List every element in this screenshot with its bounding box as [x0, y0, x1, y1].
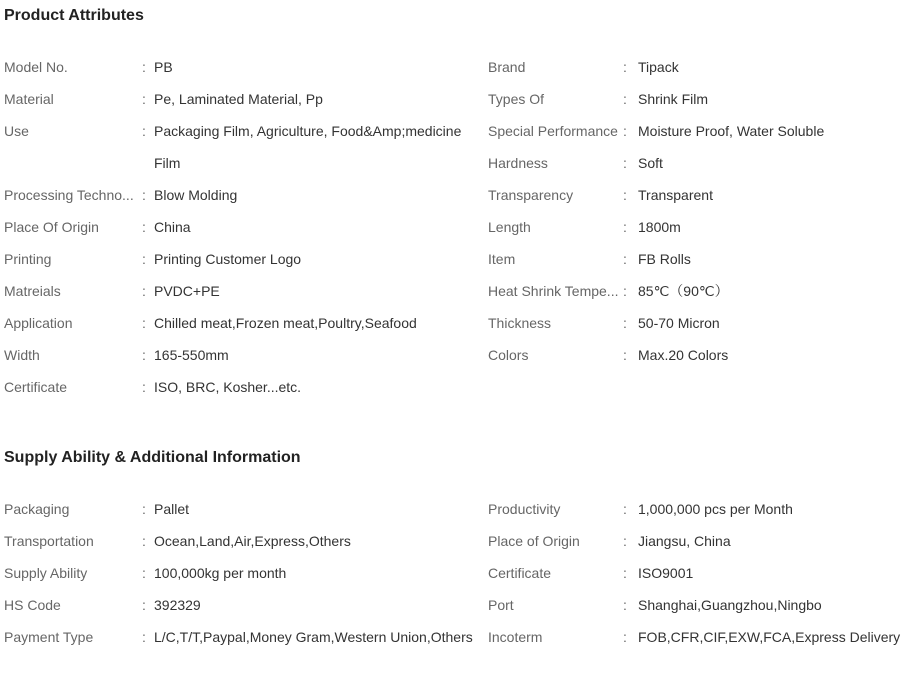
attribute-label: Special Performance: [488, 123, 618, 139]
attribute-label: Matreials: [4, 283, 61, 299]
attribute-value: 100,000kg per month: [154, 565, 287, 581]
attribute-separator: :: [623, 501, 627, 517]
attribute-label: Width: [4, 347, 40, 363]
attribute-label: Place of Origin: [488, 533, 580, 549]
attribute-value: 1,000,000 pcs per Month: [638, 501, 793, 517]
attribute-separator: :: [142, 501, 146, 517]
attribute-label: Hardness: [488, 155, 548, 171]
attribute-label: Colors: [488, 347, 529, 363]
attribute-value: Tipack: [638, 59, 679, 75]
attribute-value: Pallet: [154, 501, 190, 517]
attribute-label: Place Of Origin: [4, 219, 99, 235]
attribute-label: Length: [488, 219, 531, 235]
attribute-separator: :: [142, 283, 146, 299]
attribute-label: Model No.: [4, 59, 68, 75]
attribute-label: Incoterm: [488, 629, 543, 645]
attribute-value: L/C,T/T,Paypal,Money Gram,Western Union,Others: [154, 629, 473, 645]
attribute-separator: :: [142, 251, 146, 267]
supply-ability-title: Supply Ability & Additional Information: [4, 449, 301, 466]
attribute-separator: :: [142, 91, 146, 107]
attribute-value: 1800m: [638, 219, 681, 235]
attribute-label: Transportation: [4, 533, 94, 549]
attribute-separator: :: [142, 347, 146, 363]
attribute-value: Pe, Laminated Material, Pp: [154, 91, 323, 107]
attribute-separator: :: [142, 629, 146, 645]
attribute-label: Certificate: [488, 565, 552, 581]
attribute-separator: :: [623, 533, 627, 549]
attribute-separator: :: [142, 187, 146, 203]
attribute-separator: :: [623, 187, 627, 203]
attribute-value: Blow Molding: [154, 187, 238, 203]
attribute-label: Heat Shrink Tempe...: [488, 283, 619, 299]
attribute-label: Printing: [4, 251, 52, 267]
attribute-label: Packaging: [4, 501, 70, 517]
attribute-label: Processing Techno...: [4, 187, 134, 203]
attribute-separator: :: [142, 565, 146, 581]
attribute-label: Supply Ability: [4, 565, 88, 581]
attribute-value: ISO9001: [638, 565, 694, 581]
attribute-separator: :: [623, 91, 627, 107]
attribute-separator: :: [623, 251, 627, 267]
attribute-value: 392329: [154, 597, 201, 613]
attribute-separator: :: [623, 565, 627, 581]
attribute-value: PVDC+PE: [154, 283, 220, 299]
attribute-value: Jiangsu, China: [638, 533, 731, 549]
attribute-value: Soft: [638, 155, 663, 171]
attribute-separator: :: [623, 597, 627, 613]
attribute-value: Transparent: [638, 187, 713, 203]
attribute-separator: :: [623, 629, 627, 645]
attribute-separator: :: [142, 219, 146, 235]
attribute-label: HS Code: [4, 597, 61, 613]
attribute-label: Thickness: [488, 315, 552, 331]
attribute-label: Item: [488, 251, 516, 267]
attribute-value: Ocean,Land,Air,Express,Others: [154, 533, 351, 549]
attribute-label: Application: [4, 315, 73, 331]
attribute-label: Use: [4, 123, 29, 139]
attribute-value: Shanghai,Guangzhou,Ningbo: [638, 597, 822, 613]
attribute-value: FB Rolls: [638, 251, 691, 267]
attribute-label: Payment Type: [4, 629, 94, 645]
attribute-value: Shrink Film: [638, 91, 709, 107]
attribute-value: China: [154, 219, 191, 235]
attribute-separator: :: [623, 59, 627, 75]
attribute-label: Brand: [488, 59, 526, 75]
attribute-separator: :: [142, 533, 146, 549]
attribute-value: PB: [154, 59, 173, 75]
attribute-separator: :: [623, 219, 627, 235]
attribute-separator: :: [623, 123, 627, 139]
attribute-value: Printing Customer Logo: [154, 251, 302, 267]
attribute-label: Productivity: [488, 501, 561, 517]
attribute-label: Material: [4, 91, 54, 107]
attribute-value: Packaging Film, Agriculture, Food&Amp;medicine Film: [154, 123, 462, 171]
attribute-value: ISO, BRC, Kosher...etc.: [154, 379, 302, 395]
attribute-label: Certificate: [4, 379, 68, 395]
attribute-value: 50-70 Micron: [638, 315, 720, 331]
attribute-separator: :: [142, 123, 146, 139]
attribute-separator: :: [142, 379, 146, 395]
attribute-value: Chilled meat,Frozen meat,Poultry,Seafood: [154, 315, 417, 331]
attribute-separator: :: [623, 347, 627, 363]
attribute-separator: :: [142, 597, 146, 613]
attribute-separator: :: [623, 315, 627, 331]
product-attributes-title: Product Attributes: [4, 7, 144, 24]
attribute-value: Max.20 Colors: [638, 347, 729, 363]
attribute-label: Types Of: [488, 91, 545, 107]
attribute-value: 85℃（90℃）: [638, 283, 729, 299]
attribute-value: 165-550mm: [154, 347, 229, 363]
attribute-separator: :: [623, 155, 627, 171]
attribute-separator: :: [142, 315, 146, 331]
attribute-label: Transparency: [488, 187, 574, 203]
attribute-separator: :: [623, 283, 627, 299]
attribute-separator: :: [142, 59, 146, 75]
attribute-value: FOB,CFR,CIF,EXW,FCA,Express Delivery: [638, 629, 901, 645]
attribute-label: Port: [488, 597, 514, 613]
attribute-value: Moisture Proof, Water Soluble: [638, 123, 825, 139]
